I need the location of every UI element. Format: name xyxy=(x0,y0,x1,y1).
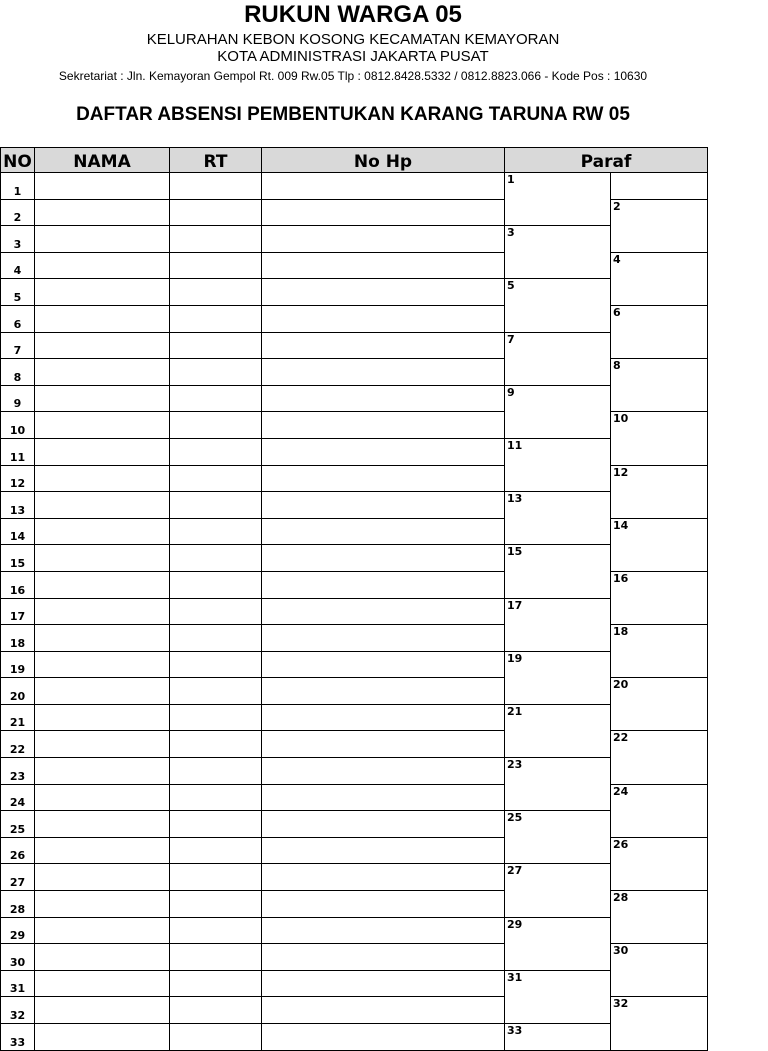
nama-cell[interactable] xyxy=(35,731,170,758)
nohp-cell[interactable] xyxy=(262,438,505,465)
paraf-right-cell[interactable] xyxy=(611,811,708,838)
paraf-right-cell: 30 xyxy=(611,944,708,971)
column-header-nama: NAMA xyxy=(35,148,170,173)
nohp-cell[interactable] xyxy=(262,625,505,652)
paraf-left-cell: 29 xyxy=(505,917,611,944)
row-number: 20 xyxy=(1,678,35,705)
column-header-nohp: No Hp xyxy=(262,148,505,173)
table-row xyxy=(1,465,708,492)
paraf-left-cell: 3 xyxy=(505,226,611,253)
nohp-cell[interactable] xyxy=(262,891,505,918)
table-row xyxy=(1,837,708,864)
nohp-cell[interactable] xyxy=(262,359,505,386)
row-number: 32 xyxy=(1,997,35,1024)
paraf-left-cell: 5 xyxy=(505,279,611,306)
nohp-cell[interactable] xyxy=(262,864,505,891)
nama-cell[interactable] xyxy=(35,545,170,572)
rt-cell[interactable] xyxy=(170,412,262,439)
table-row xyxy=(1,518,708,545)
nohp-cell[interactable] xyxy=(262,173,505,200)
rt-cell[interactable] xyxy=(170,385,262,412)
paraf-left-cell[interactable] xyxy=(505,518,611,545)
table-row xyxy=(1,970,708,997)
paraf-right-cell[interactable] xyxy=(611,704,708,731)
row-number: 1 xyxy=(1,173,35,200)
nohp-cell[interactable] xyxy=(262,997,505,1024)
document-title: DAFTAR ABSENSI PEMBENTUKAN KARANG TARUNA RW 05 xyxy=(76,104,630,125)
nohp-cell[interactable] xyxy=(262,226,505,253)
paraf-left-cell[interactable] xyxy=(505,944,611,971)
nama-cell[interactable] xyxy=(35,891,170,918)
paraf-right-cell: 28 xyxy=(611,891,708,918)
attendance-table xyxy=(0,147,708,1051)
table-row xyxy=(1,305,708,332)
rt-cell[interactable] xyxy=(170,465,262,492)
org-address: Sekretariat : Jln. Kemayoran Gempol Rt. 009 Rw.05 Tlp : 0812.8428.5332 / 0812.8823.066 - Kode Pos : 10630 xyxy=(58,69,648,83)
nama-cell[interactable] xyxy=(35,359,170,386)
paraf-right-cell[interactable] xyxy=(611,970,708,997)
column-header-paraf: Paraf xyxy=(505,148,708,173)
nama-cell[interactable] xyxy=(35,518,170,545)
row-number: 6 xyxy=(1,305,35,332)
nohp-cell[interactable] xyxy=(262,678,505,705)
org-subtitle-kelurahan: KELURAHAN KEBON KOSONG KECAMATAN KEMAYORAN xyxy=(146,31,560,48)
nohp-cell[interactable] xyxy=(262,731,505,758)
nohp-cell[interactable] xyxy=(262,252,505,279)
paraf-left-cell: 21 xyxy=(505,704,611,731)
nohp-cell[interactable] xyxy=(262,598,505,625)
paraf-right-cell: 26 xyxy=(611,837,708,864)
paraf-right-cell[interactable] xyxy=(611,598,708,625)
paraf-right-cell[interactable] xyxy=(611,545,708,572)
table-row xyxy=(1,864,708,891)
paraf-left-cell[interactable] xyxy=(505,837,611,864)
nohp-cell[interactable] xyxy=(262,465,505,492)
table-row xyxy=(1,332,708,359)
table-row xyxy=(1,598,708,625)
nama-cell[interactable] xyxy=(35,492,170,519)
row-number: 31 xyxy=(1,970,35,997)
paraf-left-cell: 27 xyxy=(505,864,611,891)
paraf-left-cell[interactable] xyxy=(505,678,611,705)
row-number: 18 xyxy=(1,625,35,652)
nama-cell[interactable] xyxy=(35,917,170,944)
table-row xyxy=(1,492,708,519)
nohp-cell[interactable] xyxy=(262,385,505,412)
paraf-left-cell: 7 xyxy=(505,332,611,359)
rt-cell[interactable] xyxy=(170,226,262,253)
rt-cell[interactable] xyxy=(170,784,262,811)
paraf-right-cell: 14 xyxy=(611,518,708,545)
table-row xyxy=(1,571,708,598)
nohp-cell[interactable] xyxy=(262,917,505,944)
nama-cell[interactable] xyxy=(35,651,170,678)
table-row xyxy=(1,545,708,572)
row-number: 21 xyxy=(1,704,35,731)
table-body xyxy=(1,173,708,1051)
table-row xyxy=(1,625,708,652)
paraf-left-cell[interactable] xyxy=(505,252,611,279)
nohp-cell[interactable] xyxy=(262,784,505,811)
rt-cell[interactable] xyxy=(170,492,262,519)
paraf-right-cell[interactable] xyxy=(611,173,708,200)
rt-cell[interactable] xyxy=(170,173,262,200)
row-number: 25 xyxy=(1,811,35,838)
paraf-right-cell: 10 xyxy=(611,412,708,439)
nama-cell[interactable] xyxy=(35,226,170,253)
nama-cell[interactable] xyxy=(35,332,170,359)
paraf-left-cell: 13 xyxy=(505,492,611,519)
rt-cell[interactable] xyxy=(170,279,262,306)
paraf-left-cell: 15 xyxy=(505,545,611,572)
table-row xyxy=(1,944,708,971)
table-row xyxy=(1,279,708,306)
paraf-left-cell[interactable] xyxy=(505,997,611,1024)
row-number: 19 xyxy=(1,651,35,678)
table-row xyxy=(1,784,708,811)
nama-cell[interactable] xyxy=(35,864,170,891)
paraf-left-cell[interactable] xyxy=(505,571,611,598)
paraf-left-cell[interactable] xyxy=(505,731,611,758)
org-title: RUKUN WARGA 05 xyxy=(244,1,462,28)
rt-cell[interactable] xyxy=(170,944,262,971)
table-row xyxy=(1,412,708,439)
paraf-right-cell[interactable] xyxy=(611,385,708,412)
nama-cell[interactable] xyxy=(35,598,170,625)
table-row xyxy=(1,359,708,386)
paraf-left-cell[interactable] xyxy=(505,305,611,332)
table-row xyxy=(1,811,708,838)
paraf-left-cell: 19 xyxy=(505,651,611,678)
rt-cell[interactable] xyxy=(170,811,262,838)
table-row xyxy=(1,252,708,279)
rt-cell[interactable] xyxy=(170,731,262,758)
row-number: 28 xyxy=(1,891,35,918)
rt-cell[interactable] xyxy=(170,438,262,465)
nama-cell[interactable] xyxy=(35,199,170,226)
paraf-right-cell[interactable] xyxy=(611,917,708,944)
nohp-cell[interactable] xyxy=(262,412,505,439)
row-number: 29 xyxy=(1,917,35,944)
row-number: 15 xyxy=(1,545,35,572)
paraf-right-cell: 16 xyxy=(611,571,708,598)
table-row xyxy=(1,438,708,465)
paraf-right-cell[interactable] xyxy=(611,438,708,465)
row-number: 33 xyxy=(1,1024,35,1051)
paraf-left-cell[interactable] xyxy=(505,412,611,439)
paraf-left-cell[interactable] xyxy=(505,465,611,492)
nohp-cell[interactable] xyxy=(262,199,505,226)
paraf-left-cell: 31 xyxy=(505,970,611,997)
row-number: 4 xyxy=(1,252,35,279)
paraf-right-cell: 20 xyxy=(611,678,708,705)
nohp-cell[interactable] xyxy=(262,837,505,864)
row-number: 22 xyxy=(1,731,35,758)
nohp-cell[interactable] xyxy=(262,279,505,306)
table-row xyxy=(1,917,708,944)
nohp-cell[interactable] xyxy=(262,1024,505,1051)
paraf-right-cell: 8 xyxy=(611,359,708,386)
rt-cell[interactable] xyxy=(170,571,262,598)
rt-cell[interactable] xyxy=(170,1024,262,1051)
paraf-left-cell: 1 xyxy=(505,173,611,200)
nama-cell[interactable] xyxy=(35,704,170,731)
paraf-left-cell[interactable] xyxy=(505,625,611,652)
table-header-row xyxy=(1,148,708,173)
row-number: 2 xyxy=(1,199,35,226)
paraf-right-cell[interactable] xyxy=(611,651,708,678)
nama-cell[interactable] xyxy=(35,465,170,492)
nama-cell[interactable] xyxy=(35,173,170,200)
nama-cell[interactable] xyxy=(35,837,170,864)
rt-cell[interactable] xyxy=(170,864,262,891)
nama-cell[interactable] xyxy=(35,997,170,1024)
row-number: 7 xyxy=(1,332,35,359)
paraf-right-cell: 4 xyxy=(611,252,708,279)
rt-cell[interactable] xyxy=(170,704,262,731)
nohp-cell[interactable] xyxy=(262,970,505,997)
row-number: 11 xyxy=(1,438,35,465)
nama-cell[interactable] xyxy=(35,305,170,332)
table-row xyxy=(1,997,708,1024)
paraf-right-cell: 12 xyxy=(611,465,708,492)
table-row xyxy=(1,199,708,226)
nohp-cell[interactable] xyxy=(262,651,505,678)
paraf-right-cell: 22 xyxy=(611,731,708,758)
row-number: 30 xyxy=(1,944,35,971)
nohp-cell[interactable] xyxy=(262,571,505,598)
paraf-left-cell: 23 xyxy=(505,758,611,785)
table-row xyxy=(1,1024,708,1051)
paraf-left-cell[interactable] xyxy=(505,359,611,386)
row-number: 8 xyxy=(1,359,35,386)
nama-cell[interactable] xyxy=(35,252,170,279)
row-number: 24 xyxy=(1,784,35,811)
paraf-left-cell: 25 xyxy=(505,811,611,838)
row-number: 5 xyxy=(1,279,35,306)
row-number: 14 xyxy=(1,518,35,545)
nohp-cell[interactable] xyxy=(262,332,505,359)
table-row xyxy=(1,173,708,200)
row-number: 23 xyxy=(1,758,35,785)
nama-cell[interactable] xyxy=(35,279,170,306)
column-header-rt: RT xyxy=(170,148,262,173)
paraf-left-cell: 11 xyxy=(505,438,611,465)
nama-cell[interactable] xyxy=(35,412,170,439)
row-number: 10 xyxy=(1,412,35,439)
nama-cell[interactable] xyxy=(35,784,170,811)
paraf-right-cell[interactable] xyxy=(611,492,708,519)
nohp-cell[interactable] xyxy=(262,944,505,971)
paraf-right-cell: 32 xyxy=(611,997,708,1024)
nama-cell[interactable] xyxy=(35,811,170,838)
rt-cell[interactable] xyxy=(170,598,262,625)
nama-cell[interactable] xyxy=(35,1024,170,1051)
nama-cell[interactable] xyxy=(35,944,170,971)
paraf-left-cell: 33 xyxy=(505,1024,611,1051)
table-row xyxy=(1,704,708,731)
nohp-cell[interactable] xyxy=(262,545,505,572)
nama-cell[interactable] xyxy=(35,678,170,705)
nohp-cell[interactable] xyxy=(262,811,505,838)
paraf-right-cell[interactable] xyxy=(611,332,708,359)
rt-cell[interactable] xyxy=(170,252,262,279)
row-number: 12 xyxy=(1,465,35,492)
paraf-right-cell[interactable] xyxy=(611,758,708,785)
rt-cell[interactable] xyxy=(170,758,262,785)
nohp-cell[interactable] xyxy=(262,492,505,519)
nama-cell[interactable] xyxy=(35,571,170,598)
nohp-cell[interactable] xyxy=(262,518,505,545)
table-row xyxy=(1,651,708,678)
nama-cell[interactable] xyxy=(35,970,170,997)
row-number: 3 xyxy=(1,226,35,253)
rt-cell[interactable] xyxy=(170,199,262,226)
paraf-left-cell[interactable] xyxy=(505,891,611,918)
table-row xyxy=(1,385,708,412)
nama-cell[interactable] xyxy=(35,385,170,412)
rt-cell[interactable] xyxy=(170,997,262,1024)
table-row xyxy=(1,226,708,253)
nama-cell[interactable] xyxy=(35,758,170,785)
row-number: 26 xyxy=(1,837,35,864)
table-row xyxy=(1,758,708,785)
paraf-left-cell[interactable] xyxy=(505,784,611,811)
nama-cell[interactable] xyxy=(35,438,170,465)
nohp-cell[interactable] xyxy=(262,704,505,731)
table-row xyxy=(1,891,708,918)
paraf-right-cell[interactable] xyxy=(611,1024,708,1051)
paraf-right-cell: 6 xyxy=(611,305,708,332)
column-header-no: NO xyxy=(1,148,35,173)
table-row xyxy=(1,678,708,705)
row-number: 17 xyxy=(1,598,35,625)
paraf-right-cell: 18 xyxy=(611,625,708,652)
org-subtitle-kota: KOTA ADMINISTRASI JAKARTA PUSAT xyxy=(217,48,489,65)
paraf-left-cell: 9 xyxy=(505,385,611,412)
rt-cell[interactable] xyxy=(170,651,262,678)
rt-cell[interactable] xyxy=(170,891,262,918)
rt-cell[interactable] xyxy=(170,837,262,864)
rt-cell[interactable] xyxy=(170,917,262,944)
rt-cell[interactable] xyxy=(170,678,262,705)
rt-cell[interactable] xyxy=(170,970,262,997)
rt-cell[interactable] xyxy=(170,625,262,652)
paraf-right-cell[interactable] xyxy=(611,226,708,253)
paraf-right-cell: 24 xyxy=(611,784,708,811)
paraf-right-cell[interactable] xyxy=(611,864,708,891)
nohp-cell[interactable] xyxy=(262,305,505,332)
nohp-cell[interactable] xyxy=(262,758,505,785)
row-number: 16 xyxy=(1,571,35,598)
rt-cell[interactable] xyxy=(170,545,262,572)
row-number: 13 xyxy=(1,492,35,519)
rt-cell[interactable] xyxy=(170,518,262,545)
paraf-right-cell: 2 xyxy=(611,199,708,226)
rt-cell[interactable] xyxy=(170,332,262,359)
rt-cell[interactable] xyxy=(170,359,262,386)
table-row xyxy=(1,731,708,758)
row-number: 27 xyxy=(1,864,35,891)
paraf-left-cell[interactable] xyxy=(505,199,611,226)
rt-cell[interactable] xyxy=(170,305,262,332)
paraf-right-cell[interactable] xyxy=(611,279,708,306)
nama-cell[interactable] xyxy=(35,625,170,652)
row-number: 9 xyxy=(1,385,35,412)
paraf-left-cell: 17 xyxy=(505,598,611,625)
